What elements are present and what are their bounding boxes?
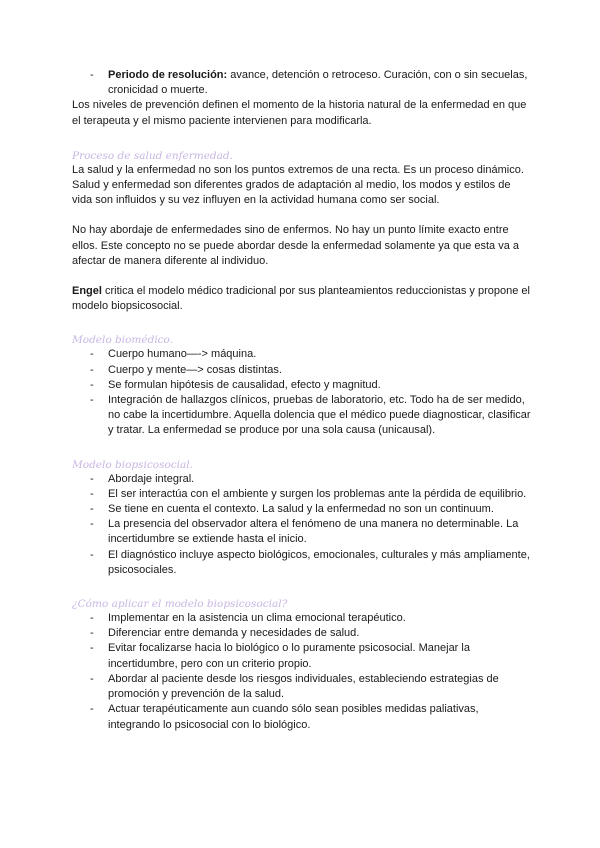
- item-text: Actuar terapéuticamente aun cuando sólo sean posibles medidas paliativas, integrando lo psicosocial con lo biológico.: [108, 703, 479, 731]
- item-text: Se tiene en cuenta el contexto. La salud y la enfermedad no son un continuum.: [108, 503, 494, 516]
- intro-paragraph: Los niveles de prevención definen el momento de la historia natural de la enfermedad en que el terapeuta y el mismo paciente intervienen para modificarla.: [72, 99, 527, 127]
- bullet-dash: -: [90, 394, 94, 407]
- item-text: El ser interactúa con el ambiente y surgen los problemas ante la pérdida de equilibrio.: [108, 487, 527, 500]
- bullet-dash: -: [90, 518, 94, 531]
- bullet-dash: -: [90, 548, 94, 561]
- item-text: avance, detención o retroceso. Curación, con o sin secuelas, cronicidad o muerte.: [108, 69, 528, 97]
- bullet-dash: -: [90, 703, 94, 716]
- section-heading-biopsicosocial: Modelo biopsicosocial.: [72, 458, 194, 471]
- item-text: Abordar al paciente desde los riesgos individuales, estableciendo estrategias de promoción y prevención de la salud.: [108, 672, 499, 701]
- paragraph: No hay abordaje de enfermedades sino de enfermos. No hay un punto límite exacto entre ellos. Este concepto no se puede abordar desde la enfermedad solamente ya que esta va a afectar de manera diferente al individuo.: [72, 224, 520, 267]
- bullet-dash: -: [90, 627, 94, 640]
- paragraph-engel: [72, 284, 532, 314]
- list-item: [72, 702, 532, 732]
- item-text: Abordaje integral.: [108, 472, 195, 485]
- item-text: Evitar focalizarse hacia lo biológico o lo puramente psicosocial. Manejar la incertidumbre, pero con un criterio propio.: [108, 642, 470, 670]
- section-heading-como-aplicar: ¿Cómo aplicar el modelo biopsicosocial?: [72, 598, 288, 611]
- bullet-dash: -: [90, 672, 94, 685]
- bullet-dash: -: [90, 487, 94, 500]
- paragraph: Salud y enfermedad son diferentes grados de adaptación al medio, los modos y estilos de vida son influidos y su vez influyen en la actividad humana como ser social.: [72, 179, 511, 207]
- biomedico-list: [72, 347, 532, 438]
- list-item: [72, 487, 532, 502]
- list-item: [72, 393, 532, 439]
- list-item: [72, 548, 532, 578]
- bullet-dash: -: [90, 612, 94, 625]
- item-text: Integración de hallazgos clínicos, pruebas de laboratorio, etc. Todo ha de ser medido, no cabe la incertidumbre. Aquella dolencia que el médico puede diagnosticar, clasificar y tratar. La enfermedad se produce por una sola causa (unicausal).: [108, 394, 531, 437]
- item-text: Se formulan hipótesis de causalidad, efecto y magnitud.: [108, 378, 381, 391]
- item-text: Cuerpo humano—-> máquina.: [108, 348, 257, 361]
- intro-list: [72, 68, 532, 98]
- section-heading-proceso: Proceso de salud enfermedad.: [72, 149, 233, 162]
- bullet-dash: -: [90, 363, 94, 376]
- list-item: [72, 472, 532, 487]
- term-bold: Periodo de resolución:: [108, 69, 228, 81]
- document-page: [72, 68, 532, 733]
- bullet-dash: -: [90, 348, 94, 361]
- biopsicosocial-list: [72, 472, 532, 578]
- list-item: [72, 502, 532, 517]
- bullet-dash: -: [90, 69, 94, 81]
- bullet-dash: -: [90, 503, 94, 516]
- paragraph: La salud y la enfermedad no son los puntos extremos de una recta. Es un proceso dinámico.: [72, 163, 524, 176]
- item-text: El diagnóstico incluye aspecto biológicos, emocionales, culturales y más ampliamente, psicosociales.: [108, 548, 530, 576]
- list-item: [72, 517, 532, 547]
- list-item: [72, 363, 532, 378]
- item-text: La presencia del observador altera el fenómeno de una manera no determinable. La incertidumbre se extiende hasta el inicio.: [108, 518, 519, 546]
- item-text: Cuerpo y mente—> cosas distintas.: [108, 363, 282, 376]
- paragraph-text: critica el modelo médico tradicional por sus planteamientos reduccionistas y propone el modelo biopsicosocial.: [72, 285, 530, 313]
- bullet-dash: -: [90, 642, 94, 655]
- term-bold: Engel: [72, 285, 102, 298]
- item-text: Diferenciar entre demanda y necesidades de salud.: [108, 627, 360, 640]
- bullet-dash: -: [90, 378, 94, 391]
- list-item: [72, 68, 532, 98]
- list-item: [72, 641, 532, 671]
- bullet-dash: -: [90, 472, 94, 485]
- list-item: [72, 672, 532, 702]
- list-item: [72, 378, 532, 393]
- list-item: [72, 347, 532, 362]
- item-text: Implementar en la asistencia un clima emocional terapéutico.: [108, 612, 406, 625]
- list-item: [72, 611, 532, 626]
- list-item: [72, 626, 532, 641]
- como-aplicar-list: [72, 611, 532, 733]
- section-heading-biomedico: Modelo biomédico.: [72, 334, 174, 347]
